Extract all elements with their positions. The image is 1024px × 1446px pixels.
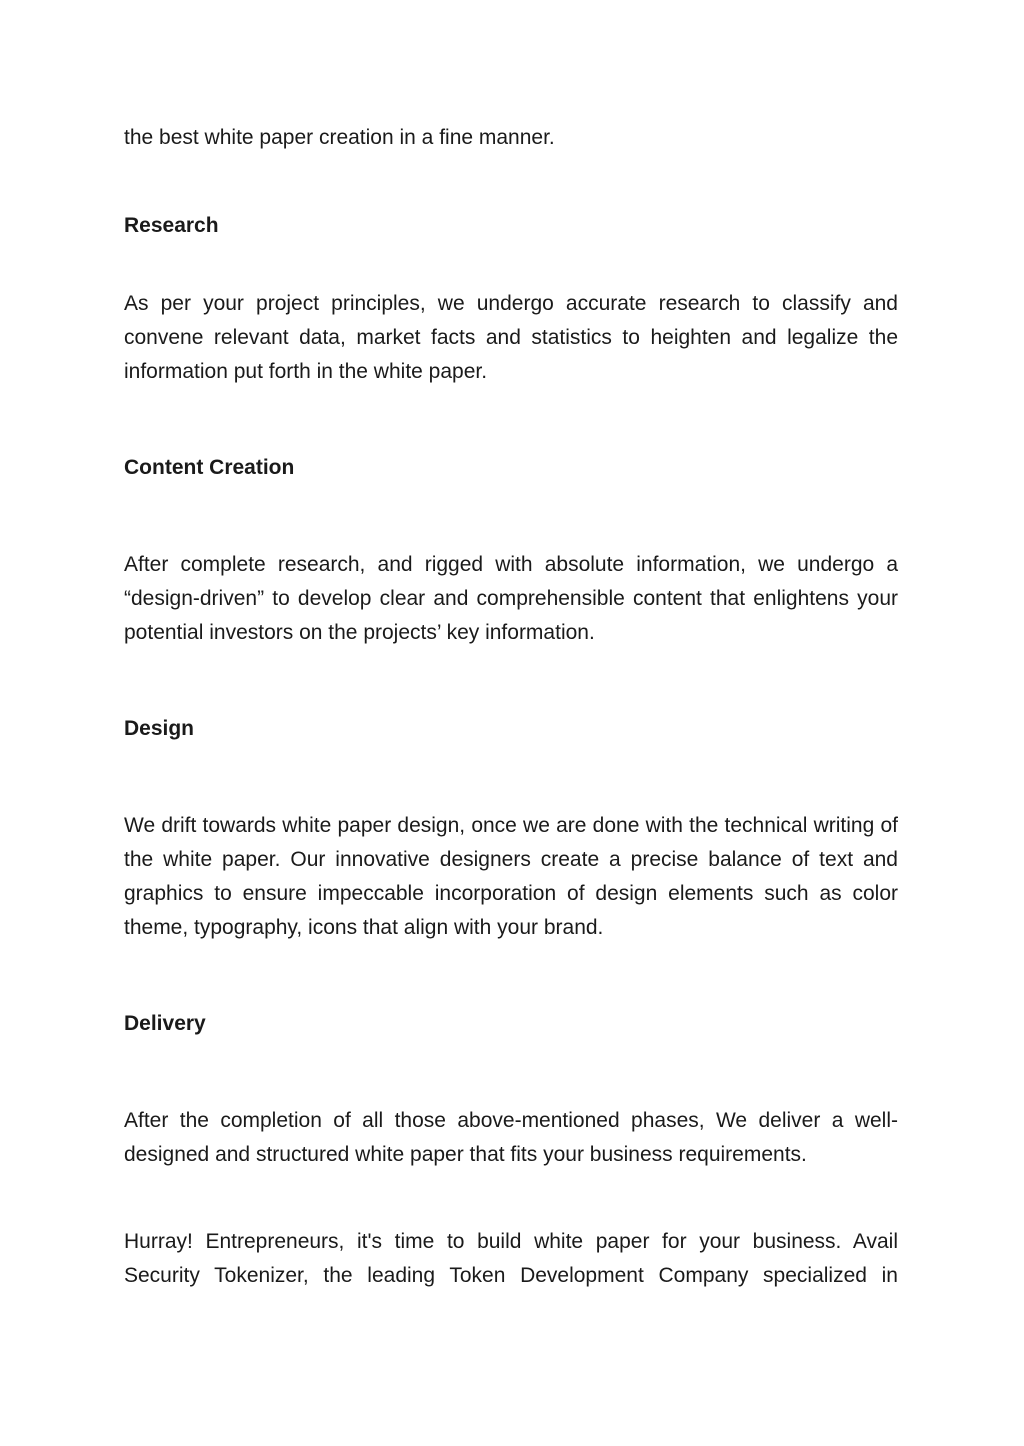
- paragraph-delivery: After the completion of all those above-mentioned phases, We deliver a well-designed and structured white paper that fits your business requirements.: [124, 1109, 898, 1166]
- heading-delivery: Delivery: [124, 1012, 206, 1035]
- intro-line: the best white paper creation in a fine manner.: [124, 126, 555, 149]
- paragraph-design: We drift towards white paper design, once we are done with the technical writing of the white paper. Our innovative designers create a precise balance of text and graphics to ensure impeccable incorporation of design elements such as color theme, typography, icons that align with your brand.: [124, 814, 898, 939]
- heading-research: Research: [124, 214, 219, 237]
- heading-design: Design: [124, 717, 195, 740]
- closing-paragraph: Hurray! Entrepreneurs, it's time to build white paper for your business. Avail Security Tokenizer, the leading Token Development Company specialized in: [124, 1230, 898, 1287]
- paragraph-content-creation: After complete research, and rigged with absolute information, we undergo a “design-driven” to develop clear and comprehensible content that enlightens your potential investors on the projects’ key information.: [124, 553, 898, 644]
- heading-content-creation: Content Creation: [124, 456, 295, 479]
- paragraph-research: As per your project principles, we undergo accurate research to classify and convene relevant data, market facts and statistics to heighten and legalize the information put forth in the white paper.: [124, 292, 898, 383]
